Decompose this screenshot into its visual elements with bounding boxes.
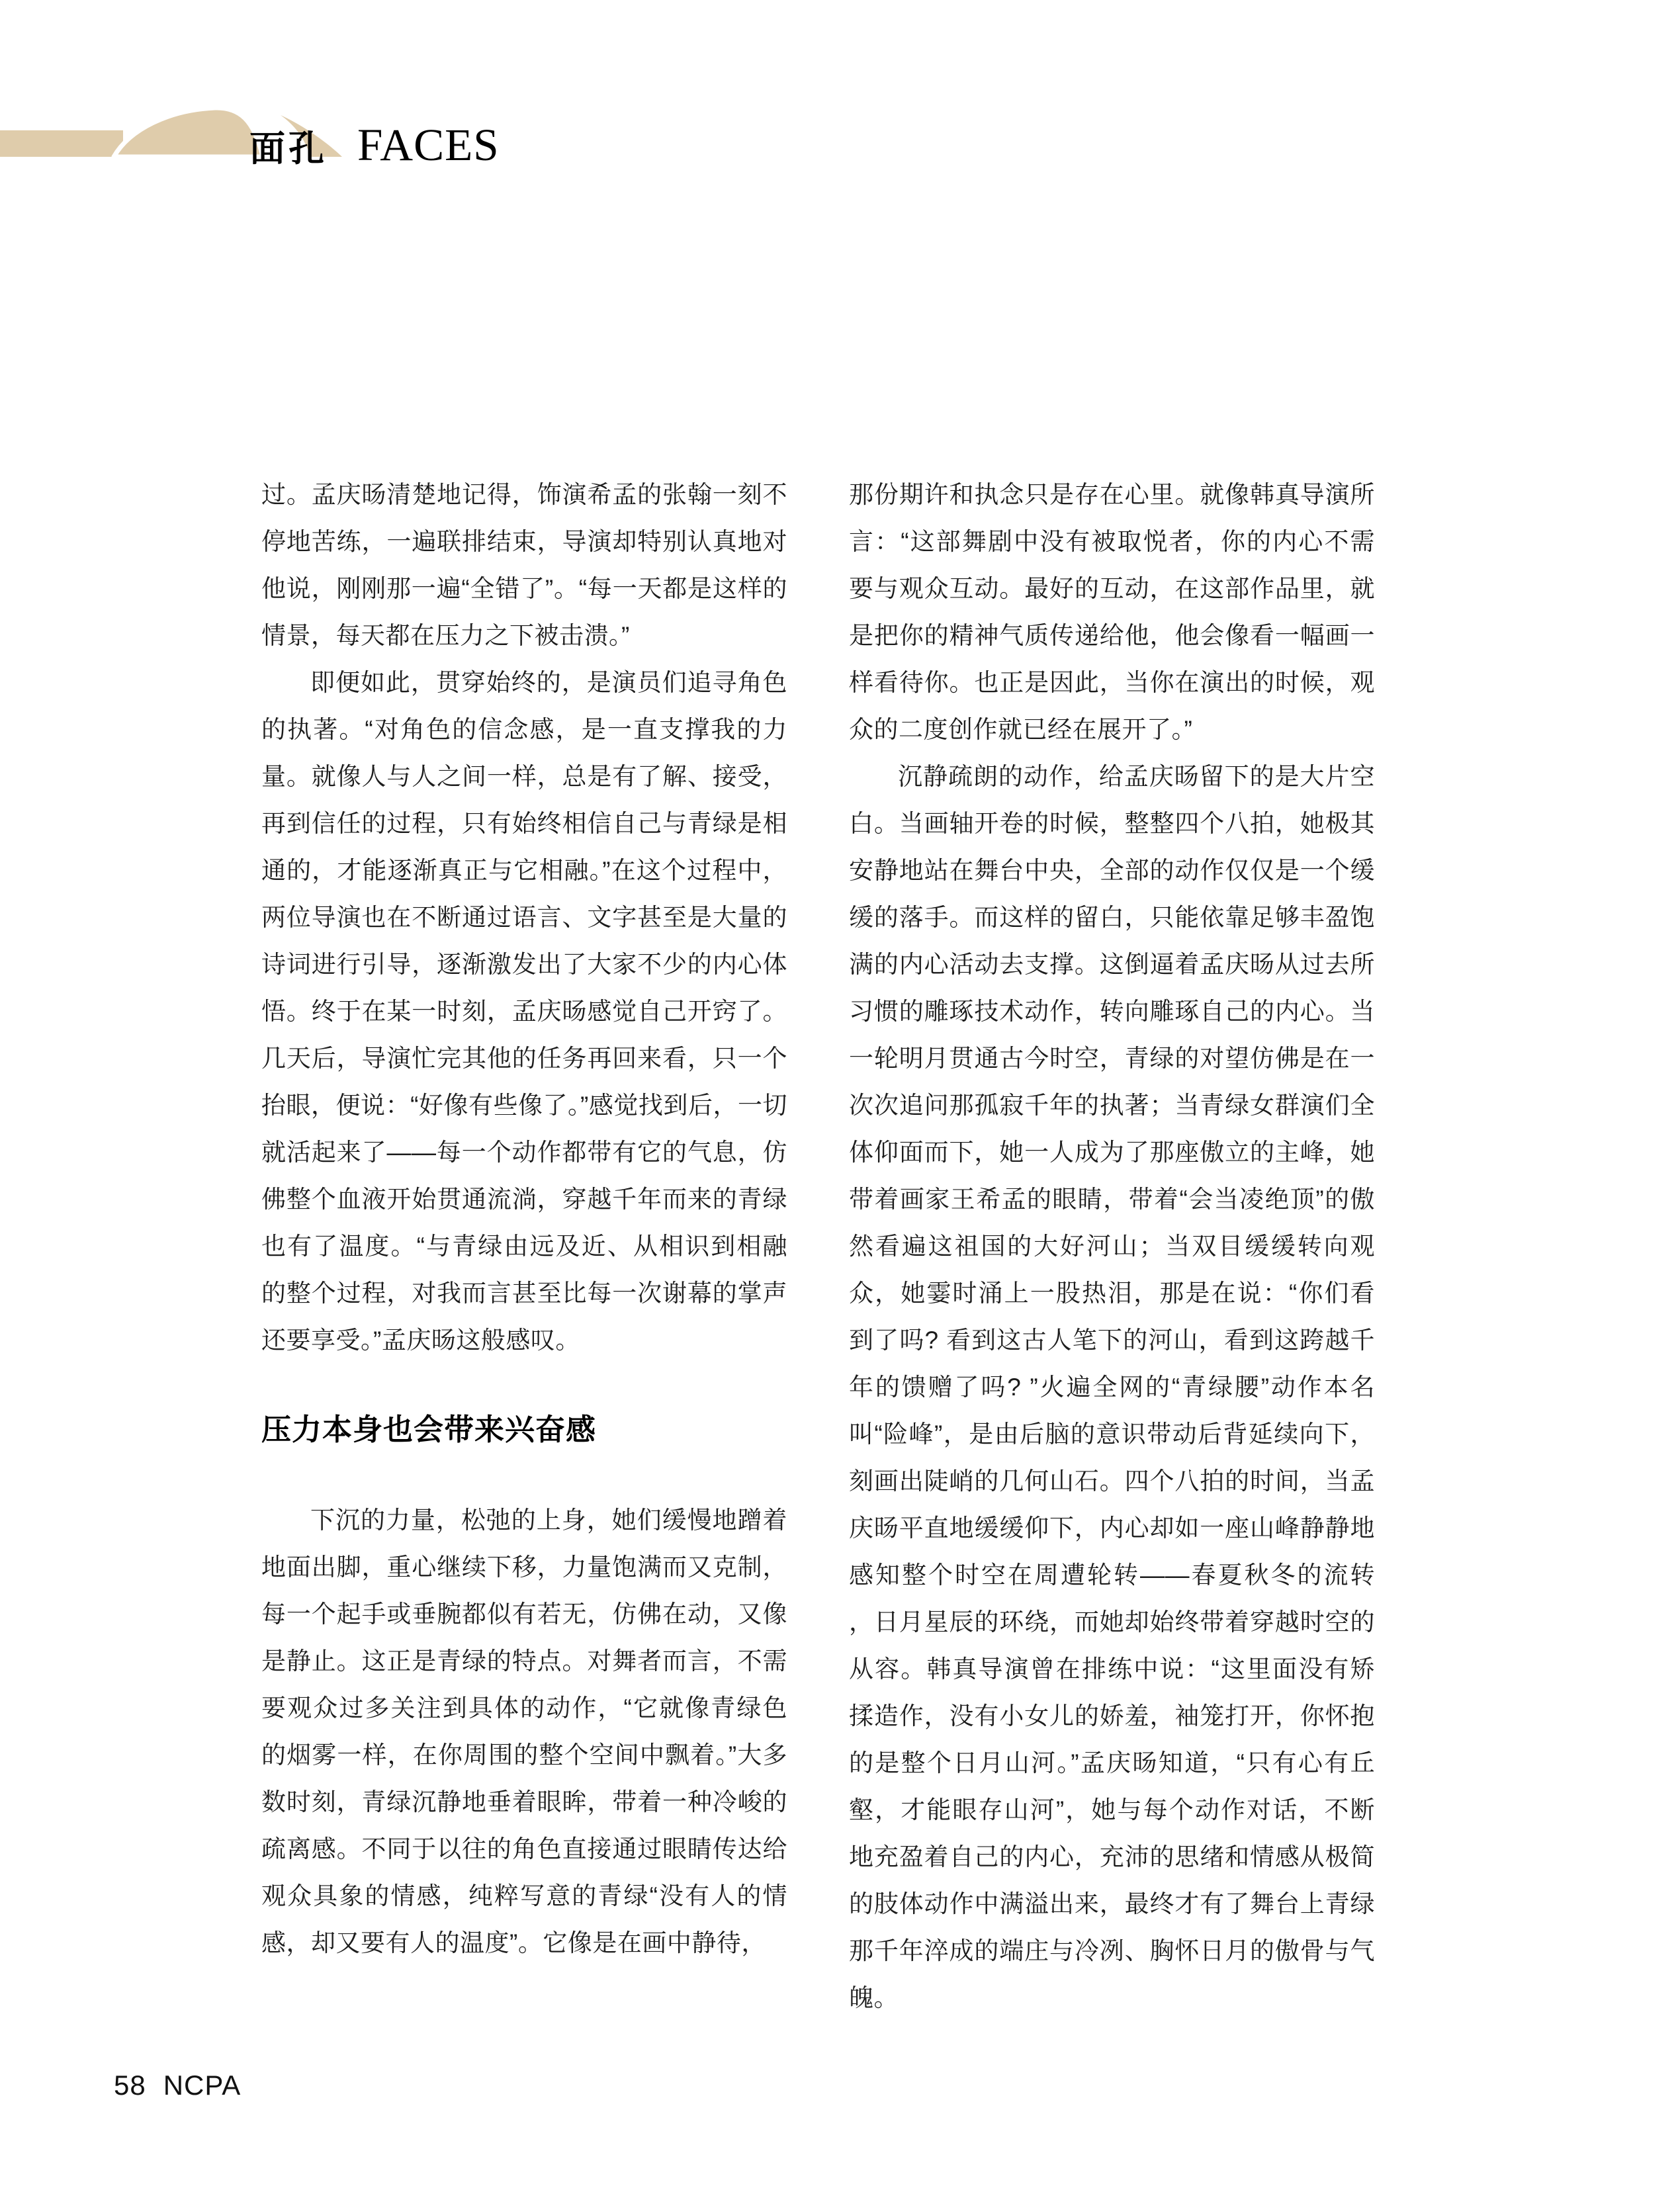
page-footer — [114, 2070, 241, 2101]
header-bar-shape — [0, 130, 123, 157]
article-column-left — [261, 471, 787, 1966]
leaf-shape — [114, 108, 263, 157]
subsection-heading: 压力本身也会带来兴奋感 — [261, 1413, 597, 1446]
header-leaf-swoosh-icon — [0, 0, 662, 212]
journal-name: NCPA — [163, 2070, 242, 2101]
section-title-en: FACES — [357, 120, 500, 170]
section-title-zh: 面孔 — [249, 129, 328, 169]
article-column-right — [849, 471, 1375, 2021]
paragraph: 下沉的力量，松弛的上身，她们缓慢地蹭着地面出脚，重心继续下移，力量饱满而又克制，每一个起手或垂腕都似有若无，仿佛在动，又像是静止。这正是青绿的特点。对舞者而言，不需要观众过多关注到具体的动作，“它就像青绿色的烟雾一样，在你周围的整个空间中飘着。”大多数时刻，青绿沉静地垂着眼眸，带着一种冷峻的疏离感。不同于以往的角色直接通过眼睛传达给观众具象的情感，纯粹写意的青绿“没有人的情感，却又要有人的温度”。它像是在画中静待， — [261, 1507, 787, 1956]
paragraph: 即便如此，贯穿始终的，是演员们追寻角色的执著。“对角色的信念感，是一直支撑我的力量。就像人与人之间一样，总是有了解、接受，再到信任的过程，只有始终相信自己与青绿是相通的，才能逐渐真正与它相融。”在这个过程中，两位导演也在不断通过语言、文字甚至是大量的诗词进行引导，逐渐激发出了大家不少的内心体悟。终于在某一时刻，孟庆旸感觉自己开窍了。几天后，导演忙完其他的任务再回来看，只一个抬眼，便说：“好像有些像了。”感觉找到后，一切就活起来了——每一个动作都带有它的气息，仿佛整个血液开始贯通流淌，穿越千年而来的青绿也有了温度。“与青绿由远及近、从相识到相融的整个过程，对我而言甚至比每一次谢幕的掌声还要享受。”孟庆旸这般感叹。 — [261, 669, 787, 1354]
page-number: 58 — [114, 2070, 146, 2101]
paragraph: 那份期许和执念只是存在心里。就像韩真导演所言：“这部舞剧中没有被取悦者，你的内心不需要与观众互动。最好的互动，在这部作品里，就是把你的精神气质传递给他，他会像看一幅画一样看待你。也正是因此，当你在演出的时候，观众的二度创作就已经在展开了。” — [849, 481, 1375, 743]
paragraph: 沉静疏朗的动作，给孟庆旸留下的是大片空白。当画轴开卷的时候，整整四个八拍，她极其安静地站在舞台中央，全部的动作仅仅是一个缓缓的落手。而这样的留白，只能依靠足够丰盈饱满的内心活动去支撑。这倒逼着孟庆旸从过去所习惯的雕琢技术动作，转向雕琢自己的内心。当一轮明月贯通古今时空，青绿的对望仿佛是在一次次追问那孤寂千年的执著；当青绿女群演们全体仰面而下，她一人成为了那座傲立的主峰，她带着画家王希孟的眼睛，带着“会当凌绝顶”的傲然看遍这祖国的大好河山；当双目缓缓转向观众，她霎时涌上一股热泪，那是在说：“你们看到了吗? 看到这古人笔下的河山，看到这跨越千年的馈赠了吗? ”火遍全网的“青绿腰”动作本名叫“险峰”，是由后脑的意识带动后背延续向下，刻画出陡峭的几何山石。四个八拍的时间，当孟庆旸平直地缓缓仰下，内心却如一座山峰静静地感知整个时空在周遭轮转——春夏秋冬的流转 ，日月星辰的环绕，而她却始终带着穿越时空的从容。韩真导演曾在排练中说：“这里面没有矫揉造作，没有小女儿的娇羞，袖笼打开，你怀抱的是整个日月山河。”孟庆旸知道，“只有心有丘壑，才能眼存山河”，她与每个动作对话，不断地充盈着自己的内心，充沛的思绪和情感从极简的肢体动作中满溢出来，最终才有了舞台上青绿那千年淬成的端庄与冷冽、胸怀日月的傲骨与气魄。 — [849, 763, 1375, 2011]
paragraph: 过。孟庆旸清楚地记得，饰演希孟的张翰一刻不停地苦练，一遍联排结束，导演却特别认真地对他说，刚刚那一遍“全错了”。“每一天都是这样的情景，每天都在压力之下被击溃。” — [261, 481, 787, 649]
